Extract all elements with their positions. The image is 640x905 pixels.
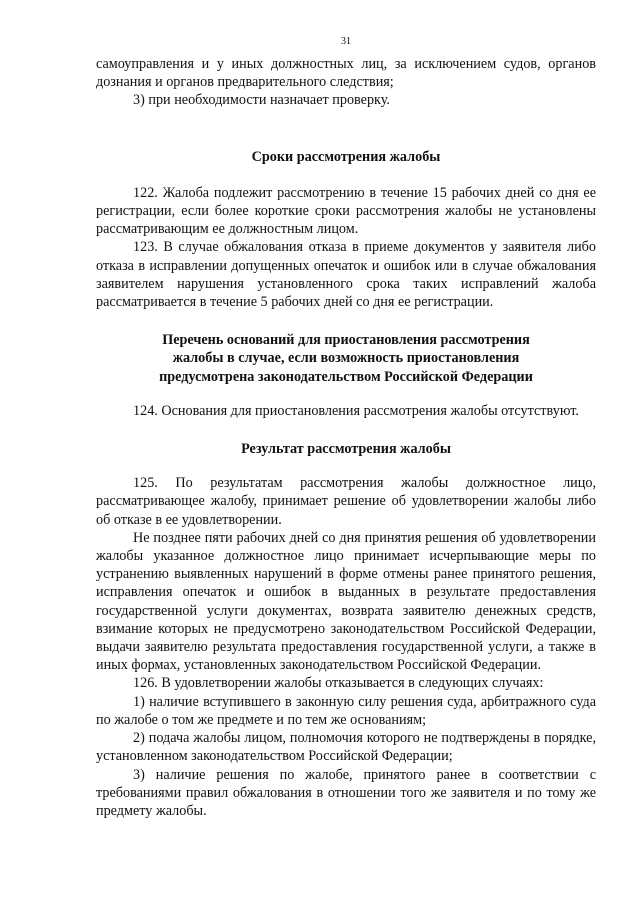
- paragraph-123: 123. В случае обжалования отказа в приеме документов у заявителя либо отказа в исправлении допущенных опечаток и ошибок или в случае обжалования заявителем нарушения установленного срока таких исправлений жалоба рассматривается в течение 5 рабочих дней со дня ее регистрации.: [96, 239, 596, 311]
- paragraph-126-item-2: 2) подача жалобы лицом, полномочия которого не подтверждены в порядке, установленном законодательством Российской Федерации;: [96, 730, 596, 765]
- heading-line-1: Перечень оснований для приостановления рассмотрения: [162, 332, 530, 349]
- heading-suspension-grounds: [96, 331, 596, 386]
- paragraph-continuation: самоуправления и у иных должностных лиц, за исключением судов, органов дознания и органов предварительного следствия;: [96, 56, 596, 91]
- heading-review-terms: Сроки рассмотрения жалобы: [251, 148, 441, 165]
- page-number: 31: [341, 36, 351, 47]
- paragraph-122: 122. Жалоба подлежит рассмотрению в течение 15 рабочих дней со дня ее регистрации, если более короткие сроки рассмотрения жалобы не установлены рассматривающим ее должностным лицом.: [96, 184, 596, 238]
- paragraph-126-item-1: 1) наличие вступившего в законную силу решения суда, арбитражного суда по жалобе о том же предмете и по тем же основаниям;: [96, 693, 596, 728]
- paragraph-125: 125. По результатам рассмотрения жалобы должностное лицо, рассматривающее жалобу, принимает решение об удовлетворении жалобы либо об отказе в ее удовлетворении.: [96, 475, 596, 528]
- paragraph-item-3: 3) при необходимости назначает проверку.: [133, 92, 390, 109]
- paragraph-126: 126. В удовлетворении жалобы отказывается в следующих случаях:: [133, 675, 544, 692]
- paragraph-126-item-3: 3) наличие решения по жалобе, принятого ранее в соответствии с требованиями правил обжалования в отношении того же заявителя и по тому же предмету жалобы.: [96, 766, 596, 819]
- heading-line-2: жалобы в случае, если возможность приостановления: [172, 350, 520, 367]
- heading-review-result: Результат рассмотрения жалобы: [241, 441, 451, 458]
- heading-line-3: предусмотрена законодательством Российской Федерации: [159, 368, 533, 385]
- paragraph-124: 124. Основания для приостановления рассмотрения жалобы отсутствуют.: [133, 402, 579, 419]
- paragraph-125-continued: Не позднее пяти рабочих дней со дня принятия решения об удовлетворении жалобы указанное должностное лицо принимает исчерпывающие меры по устранению выявленных нарушений в форме отмены ранее принятого решения, исправления опечаток и ошибок в выданных в результате предоставления государственной услуги документах, возврата заявителю денежных средств, взимание которых не предусмотрено законодательством Российской Федерации, выдачи заявителю результата предоставления государственной услуги, а также в иных формах, установленных законодательством Российской Федерации.: [96, 529, 596, 674]
